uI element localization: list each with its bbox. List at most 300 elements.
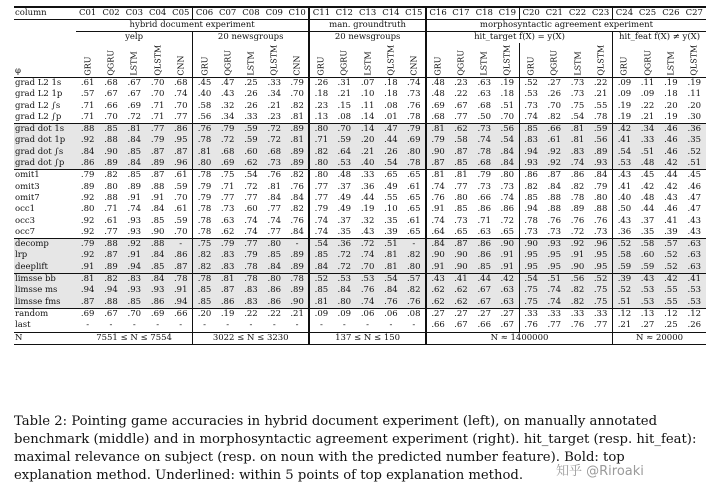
table-cell: .77 bbox=[454, 111, 468, 122]
table-cell: .46 bbox=[664, 204, 678, 215]
table-cell: .63 bbox=[683, 250, 706, 261]
table-cell: .84 bbox=[123, 158, 146, 170]
table-cell: .73 bbox=[547, 226, 561, 237]
table-cell: .18 bbox=[309, 89, 332, 100]
experiment-group: morphosyntactic agreement experiment bbox=[426, 20, 706, 32]
table-caption: Table 2: Pointing game accuracies in hybrid document experiment (left), on manually annotated benchmark (middle) and in morphosyntactic agreement experiment (right). hit_target (resp. hit_feat): maximal relevance on subject (resp. on noun with the predicted number feature). Bold: top explanation method. Underlined: within 5 points of top explanation method. bbox=[14, 414, 697, 483]
table-cell: .85 bbox=[193, 297, 216, 309]
table-cell: .52 bbox=[659, 262, 682, 274]
table-cell: .84 bbox=[146, 250, 169, 261]
table-cell: .81 bbox=[309, 297, 332, 309]
table-cell: .91 bbox=[426, 262, 449, 274]
phi-label: φ bbox=[15, 65, 21, 76]
sample-size: 137 ≤ N ≤ 150 bbox=[309, 332, 426, 344]
table-cell: .26 bbox=[547, 89, 561, 100]
model-name bbox=[333, 43, 356, 78]
table-cell: .86 bbox=[76, 158, 99, 170]
table-cell: .54 bbox=[613, 147, 636, 158]
table-cell: .86 bbox=[500, 204, 515, 215]
table-cell: .43 bbox=[426, 274, 449, 286]
table-cell: .86 bbox=[473, 239, 496, 251]
table-cell: .81 bbox=[379, 262, 402, 274]
table-cell: .46 bbox=[659, 147, 682, 158]
method-label: occ1 bbox=[15, 204, 36, 215]
table-cell: .63 bbox=[683, 239, 706, 251]
table-cell: .78 bbox=[473, 147, 496, 158]
column-id: C19 bbox=[496, 7, 519, 20]
table-cell: .88 bbox=[593, 204, 608, 215]
table-cell: .74 bbox=[426, 182, 449, 193]
table-cell: .57 bbox=[80, 89, 95, 100]
table-cell: - bbox=[226, 320, 230, 331]
table-cell: .49 bbox=[384, 181, 398, 192]
model-name bbox=[519, 43, 542, 78]
table-cell: .72 bbox=[356, 239, 379, 251]
table-cell: .56 bbox=[193, 112, 216, 124]
table-cell: .59 bbox=[239, 124, 262, 136]
table-cell: - bbox=[286, 239, 309, 251]
table-cell: .44 bbox=[473, 274, 496, 286]
table-cell: .46 bbox=[659, 124, 682, 136]
table-cell: .89 bbox=[286, 158, 309, 170]
table-cell: .58 bbox=[636, 239, 659, 251]
table-cell: .85 bbox=[309, 285, 332, 296]
table-cell: .22 bbox=[263, 308, 286, 320]
table-cell: .40 bbox=[356, 158, 379, 170]
table-cell: .87 bbox=[146, 170, 169, 182]
column-id: C03 bbox=[123, 7, 146, 20]
table-cell: .81 bbox=[123, 124, 146, 136]
sample-size: N ≈ 20000 bbox=[613, 332, 706, 344]
table-cell: .41 bbox=[449, 274, 472, 286]
model-label: CNN bbox=[176, 55, 186, 76]
table-cell: .35 bbox=[384, 215, 398, 226]
model-label: LSTM bbox=[362, 51, 372, 76]
table-cell: .90 bbox=[99, 147, 122, 158]
table-cell: .40 bbox=[613, 193, 636, 204]
table-cell: .59 bbox=[239, 135, 262, 146]
table-cell: .85 bbox=[449, 158, 472, 170]
table-cell: .74 bbox=[543, 297, 566, 309]
model-name bbox=[543, 43, 566, 78]
table-cell: .75 bbox=[570, 100, 585, 111]
model-label: GRU bbox=[316, 56, 326, 76]
table-cell: .22 bbox=[589, 78, 612, 90]
table-cell: .90 bbox=[449, 250, 472, 261]
method-label: omit1 bbox=[14, 170, 76, 182]
table-cell: .62 bbox=[426, 285, 449, 296]
table-cell: .27 bbox=[426, 308, 449, 320]
table-cell: .52 bbox=[589, 274, 612, 286]
table-cell: .19 bbox=[664, 111, 678, 122]
table-cell: .78 bbox=[169, 274, 192, 286]
table-cell: .88 bbox=[547, 192, 561, 203]
table-cell: .82 bbox=[566, 285, 589, 296]
column-id: C05 bbox=[169, 7, 192, 20]
table-cell: .91 bbox=[123, 250, 146, 261]
table-cell: .94 bbox=[76, 285, 99, 296]
table-cell: .86 bbox=[169, 250, 192, 261]
table-cell: .70 bbox=[547, 100, 561, 111]
table-cell: .63 bbox=[477, 226, 491, 237]
table-cell: .70 bbox=[123, 308, 146, 320]
table-cell: .73 bbox=[220, 204, 235, 215]
table-cell: .74 bbox=[403, 78, 426, 90]
table-cell: .81 bbox=[426, 124, 449, 136]
table-cell: .87 bbox=[216, 285, 239, 296]
table-cell: .74 bbox=[566, 158, 589, 170]
table-cell: .64 bbox=[426, 227, 449, 239]
table-cell: .72 bbox=[244, 181, 258, 192]
table-cell: .76 bbox=[290, 181, 304, 192]
table-cell: .89 bbox=[286, 262, 309, 274]
model-label: CNN bbox=[292, 55, 302, 76]
table-cell: .09 bbox=[333, 308, 356, 320]
table-cell: .69 bbox=[403, 135, 426, 146]
table-cell: .42 bbox=[640, 181, 655, 192]
table-cell: .87 bbox=[426, 158, 449, 170]
table-cell: .66 bbox=[543, 124, 566, 136]
table-cell: .80 bbox=[80, 204, 95, 215]
table-cell: .76 bbox=[570, 215, 585, 226]
model-name bbox=[473, 43, 496, 78]
table-cell: .06 bbox=[379, 308, 402, 320]
table-cell: .88 bbox=[104, 192, 118, 203]
table-cell: .73 bbox=[519, 227, 542, 239]
table-cell: .11 bbox=[360, 100, 375, 111]
method-label: limsse fms bbox=[14, 297, 76, 309]
table-cell: .69 bbox=[146, 308, 169, 320]
table-cell: .27 bbox=[449, 308, 472, 320]
table-cell: .84 bbox=[333, 285, 356, 296]
table-cell: .51 bbox=[543, 274, 566, 286]
table-cell: .44 bbox=[640, 204, 655, 215]
model-name bbox=[683, 43, 706, 78]
table-cell: .95 bbox=[543, 262, 566, 274]
sample-size: 3022 ≤ N ≤ 3230 bbox=[193, 332, 310, 344]
table-cell: .44 bbox=[659, 170, 682, 182]
table-cell: .20 bbox=[193, 308, 216, 320]
table-cell: .70 bbox=[146, 78, 169, 90]
model-label: LSTM bbox=[572, 51, 582, 76]
table-cell: .76 bbox=[426, 193, 449, 204]
table-cell: .71 bbox=[150, 111, 165, 122]
model-name bbox=[379, 43, 402, 78]
table-cell: .83 bbox=[216, 262, 239, 274]
table-cell: .81 bbox=[379, 250, 402, 261]
table-cell: .51 bbox=[683, 158, 706, 170]
table-cell: .31 bbox=[333, 78, 356, 90]
table-cell: .53 bbox=[333, 274, 356, 286]
table-cell: .91 bbox=[150, 192, 165, 203]
table-cell: .32 bbox=[360, 215, 375, 226]
table-cell: .18 bbox=[500, 89, 515, 100]
table-cell: .91 bbox=[169, 285, 192, 296]
table-cell: .19 bbox=[496, 78, 519, 90]
table-cell: - bbox=[179, 320, 183, 331]
table-cell: .36 bbox=[613, 227, 636, 239]
table-cell: .76 bbox=[403, 297, 426, 309]
table-cell: .86 bbox=[473, 250, 496, 261]
table-cell: .76 bbox=[263, 170, 286, 182]
method-label: random bbox=[14, 308, 76, 320]
table-cell: .95 bbox=[589, 250, 612, 261]
table-cell: .09 bbox=[613, 78, 636, 90]
table-cell: .53 bbox=[636, 285, 659, 296]
table-cell: .66 bbox=[477, 320, 491, 331]
table-cell: .63 bbox=[477, 89, 491, 100]
table-cell: .78 bbox=[239, 262, 262, 274]
table-cell: .83 bbox=[239, 297, 262, 309]
table-cell: .84 bbox=[379, 285, 402, 296]
table-cell: - bbox=[169, 239, 192, 251]
table-cell: .72 bbox=[333, 262, 356, 274]
table-cell: .85 bbox=[123, 170, 146, 182]
table-cell: .43 bbox=[636, 274, 659, 286]
table-cell: .51 bbox=[500, 100, 515, 111]
column-id: C22 bbox=[566, 7, 589, 20]
table-cell: .27 bbox=[496, 308, 519, 320]
table-cell: .33 bbox=[519, 308, 542, 320]
table-cell: .74 bbox=[244, 215, 258, 226]
table-cell: .41 bbox=[683, 274, 706, 286]
table-cell: .42 bbox=[659, 158, 682, 170]
table-cell: .67 bbox=[473, 285, 496, 296]
model-label: GRU bbox=[526, 56, 536, 76]
table-cell: .35 bbox=[683, 135, 706, 146]
table-cell: - bbox=[156, 320, 160, 331]
table-cell: .54 bbox=[496, 135, 519, 146]
model-label: QLSTM bbox=[595, 44, 605, 76]
table-cell: .72 bbox=[500, 215, 515, 226]
table-cell: .89 bbox=[99, 262, 122, 274]
table-cell: .76 bbox=[519, 320, 542, 332]
table-cell: .65 bbox=[403, 170, 426, 182]
table-cell: .55 bbox=[659, 297, 682, 309]
table-cell: .82 bbox=[309, 147, 332, 158]
table-cell: .73 bbox=[593, 226, 608, 237]
table-cell: .56 bbox=[589, 135, 612, 146]
model-label: QLSTM bbox=[689, 44, 699, 76]
table-cell: .55 bbox=[384, 192, 398, 203]
table-cell: .86 bbox=[566, 170, 589, 182]
table-cell: .84 bbox=[267, 192, 282, 203]
table-cell: .47 bbox=[687, 204, 702, 215]
table-cell: .39 bbox=[664, 226, 678, 237]
method-label: decomp bbox=[14, 239, 76, 251]
table-cell: .90 bbox=[449, 262, 472, 274]
table-cell: .55 bbox=[593, 100, 608, 111]
table-cell: .80 bbox=[263, 274, 286, 286]
table-cell: .84 bbox=[496, 158, 519, 170]
table-cell: .74 bbox=[244, 226, 258, 237]
method-label: deeplift bbox=[14, 262, 76, 274]
table-cell: .61 bbox=[76, 78, 99, 90]
model-name bbox=[659, 43, 682, 78]
table-cell: .19 bbox=[613, 101, 636, 112]
table-cell: .84 bbox=[290, 226, 304, 237]
table-cell: .80 bbox=[309, 170, 332, 182]
table-cell: .39 bbox=[613, 274, 636, 286]
table-cell: .48 bbox=[426, 78, 449, 90]
table-cell: .78 bbox=[193, 274, 216, 286]
table-cell: .52 bbox=[613, 285, 636, 296]
table-cell: .10 bbox=[360, 89, 375, 100]
table-cell: .92 bbox=[566, 239, 589, 251]
table-cell: .79 bbox=[286, 78, 309, 90]
table-cell: .13 bbox=[636, 308, 659, 320]
table-cell: .93 bbox=[543, 239, 566, 251]
table-cell: .57 bbox=[659, 239, 682, 251]
table-cell: .78 bbox=[239, 274, 262, 286]
table-cell: .75 bbox=[519, 285, 542, 296]
table-cell: .81 bbox=[290, 111, 304, 122]
table-cell: .52 bbox=[309, 274, 332, 286]
table-cell: .21 bbox=[356, 147, 379, 158]
table-cell: .45 bbox=[683, 170, 706, 182]
table-cell: .26 bbox=[687, 320, 702, 331]
column-id: C12 bbox=[333, 7, 356, 20]
table-cell: .72 bbox=[333, 250, 356, 261]
table-cell: .76 bbox=[570, 320, 585, 331]
sample-size: N ≈ 1400000 bbox=[426, 332, 613, 344]
table-cell: .25 bbox=[664, 320, 678, 331]
table-cell: .37 bbox=[640, 215, 655, 226]
model-name bbox=[99, 43, 122, 78]
table-cell: .94 bbox=[519, 147, 542, 158]
column-id: C11 bbox=[309, 7, 332, 20]
table-cell: .43 bbox=[613, 216, 636, 227]
table-cell: .09 bbox=[640, 89, 655, 100]
table-cell: .90 bbox=[286, 297, 309, 309]
table-cell: .85 bbox=[309, 250, 332, 261]
table-cell: .84 bbox=[290, 192, 304, 203]
table-cell: .43 bbox=[687, 215, 702, 226]
table-cell: .71 bbox=[309, 135, 332, 146]
table-cell: .77 bbox=[220, 192, 235, 203]
table-cell: .82 bbox=[290, 204, 304, 215]
table-cell: .65 bbox=[406, 192, 421, 203]
table-cell: .27 bbox=[473, 308, 496, 320]
table-cell: .69 bbox=[76, 308, 99, 320]
table-cell: .69 bbox=[426, 101, 449, 112]
table-cell: .85 bbox=[99, 124, 122, 136]
model-label: GRU bbox=[433, 56, 443, 76]
table-cell: .47 bbox=[379, 124, 402, 136]
table-cell: .90 bbox=[150, 226, 165, 237]
table-cell: .81 bbox=[566, 124, 589, 136]
table-cell: .23 bbox=[309, 101, 332, 112]
table-cell: .72 bbox=[263, 135, 286, 146]
table-cell: .87 bbox=[99, 250, 122, 261]
table-cell: .33 bbox=[543, 308, 566, 320]
table-cell: .89 bbox=[286, 250, 309, 261]
method-label: occ7 bbox=[15, 226, 36, 237]
method-label: grad L2 1s bbox=[14, 78, 76, 90]
table-cell: .92 bbox=[80, 226, 95, 237]
table-cell: .45 bbox=[636, 170, 659, 182]
table-cell: .42 bbox=[659, 274, 682, 286]
table-cell: .46 bbox=[659, 135, 682, 146]
table-cell: .65 bbox=[406, 204, 421, 215]
table-cell: .14 bbox=[360, 111, 375, 122]
table-cell: .90 bbox=[519, 239, 542, 251]
method-label: occ3 bbox=[15, 215, 36, 226]
model-label: GRU bbox=[83, 56, 93, 76]
table-cell: .64 bbox=[333, 147, 356, 158]
method-label: limsse ms bbox=[14, 285, 76, 296]
table-cell: .68 bbox=[216, 147, 239, 158]
model-name bbox=[449, 43, 472, 78]
table-cell: .42 bbox=[496, 274, 519, 286]
table-cell: .82 bbox=[566, 297, 589, 309]
table-cell: .53 bbox=[356, 274, 379, 286]
model-label: QGRU bbox=[222, 49, 232, 76]
table-cell: .26 bbox=[244, 89, 258, 100]
table-cell: .70 bbox=[356, 262, 379, 274]
table-cell: .53 bbox=[333, 158, 356, 170]
experiment-group: man. groundtruth bbox=[309, 20, 426, 32]
method-label: grad dot ∫s bbox=[14, 147, 76, 158]
table-cell: .85 bbox=[123, 147, 146, 158]
table-cell: .11 bbox=[636, 78, 659, 90]
table-cell: .70 bbox=[290, 89, 304, 100]
experiment-group: hybrid document experiment bbox=[76, 20, 309, 32]
model-label: LSTM bbox=[129, 51, 139, 76]
table-cell: .81 bbox=[267, 181, 282, 192]
table-cell: .53 bbox=[519, 89, 542, 100]
table-cell: .62 bbox=[449, 297, 472, 309]
table-cell: .71 bbox=[477, 215, 491, 226]
column-id: C18 bbox=[473, 7, 496, 20]
table-cell: .86 bbox=[263, 285, 286, 296]
dataset-label: hit_target f(X) = y(X) bbox=[426, 32, 613, 44]
table-cell: .82 bbox=[519, 182, 542, 193]
table-cell: .61 bbox=[169, 170, 192, 182]
watermark: 知乎 @Riroaki bbox=[556, 464, 644, 479]
table-cell: .81 bbox=[566, 135, 589, 146]
table-cell: .42 bbox=[664, 181, 678, 192]
table-cell: .87 bbox=[169, 262, 192, 274]
column-id: C23 bbox=[589, 7, 612, 20]
table-cell: .80 bbox=[104, 181, 118, 192]
table-cell: .51 bbox=[379, 239, 402, 251]
model-label: QLSTM bbox=[386, 44, 396, 76]
table-cell: .53 bbox=[636, 297, 659, 309]
column-id: C27 bbox=[683, 7, 706, 20]
column-id: C20 bbox=[519, 7, 542, 20]
table-cell: .58 bbox=[449, 135, 472, 146]
table-cell: .50 bbox=[613, 204, 636, 215]
table-cell: .79 bbox=[193, 193, 216, 204]
table-cell: .85 bbox=[519, 193, 542, 204]
table-cell: .69 bbox=[216, 158, 239, 170]
table-cell: .76 bbox=[356, 285, 379, 296]
table-cell: .27 bbox=[543, 78, 566, 90]
model-name bbox=[613, 43, 636, 78]
table-cell: .81 bbox=[286, 135, 309, 146]
table-cell: .78 bbox=[193, 204, 216, 215]
table-cell: .88 bbox=[146, 239, 169, 251]
table-cell: .43 bbox=[613, 170, 636, 182]
method-label: lrp bbox=[14, 250, 76, 261]
table-cell: .91 bbox=[566, 250, 589, 261]
table-cell: .80 bbox=[403, 147, 426, 158]
table-cell: .77 bbox=[146, 124, 169, 136]
table-cell: .83 bbox=[123, 274, 146, 286]
column-id: C02 bbox=[99, 7, 122, 20]
model-label: QLSTM bbox=[269, 44, 279, 76]
